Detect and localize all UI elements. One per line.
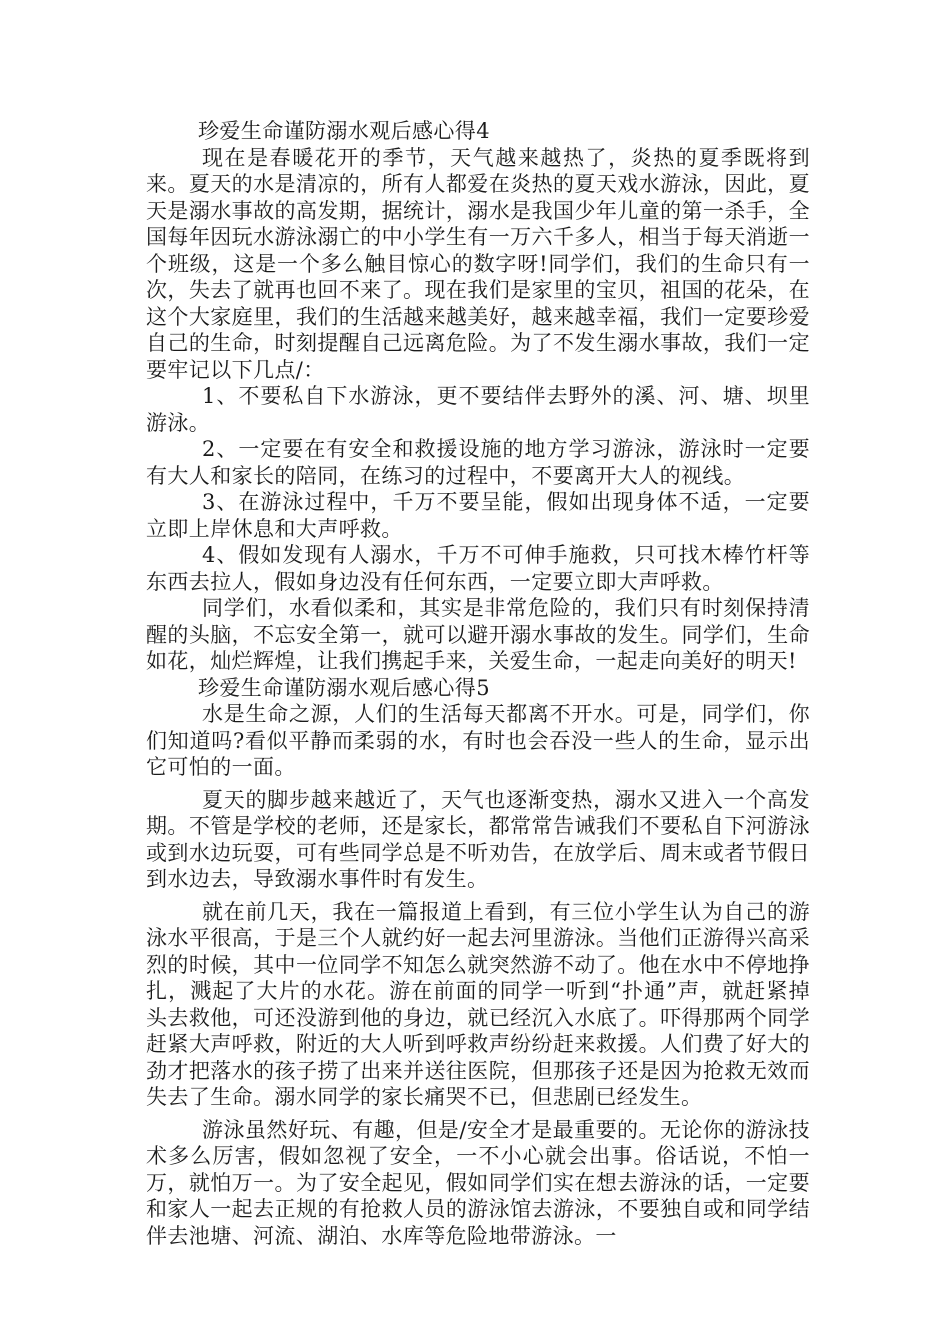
paragraph: 水是生命之源，人们的生活每天都离不开水。可是，同学们，你们知道吗?看似平静而柔弱的水，有时也会吞没一些人的生命，显示出它可怕的一面。: [146, 702, 810, 779]
paragraph: 2、一定要在有安全和救援设施的地方学习游泳，游泳时一定要有大人和家长的陪同，在练习的过程中，不要离开大人的视线。: [146, 437, 810, 488]
paragraph: 3、在游泳过程中，千万不要呈能，假如出现身体不适，一定要立即上岸休息和大声呼救。: [146, 490, 810, 541]
paragraph: 夏天的脚步越来越近了，天气也逐渐变热，溺水又进入一个高发期。不管是学校的老师，还是家长，都常常告诫我们不要私自下河游泳或到水边玩耍，可有些同学总是不听劝告，在放学后、周末或者节假日到水边去，导致溺水事件时有发生。: [146, 787, 810, 891]
section-title: 珍爱生命谨防溺水观后感心得5: [198, 675, 490, 700]
document-page: [146, 118, 810, 1249]
paragraph: 同学们，水看似柔和，其实是非常危险的，我们只有时刻保持清醒的头脑，不忘安全第一，就可以避开溺水事故的发生。同学们，生命如花，灿烂辉煌，让我们携起手来，关爱生命，一起走向美好的明天!: [146, 596, 810, 673]
section-title: 珍爱生命谨防溺水观后感心得4: [198, 119, 490, 143]
paragraph: 现在是春暖花开的季节，天气越来越热了，炎热的夏季既将到来。夏天的水是清凉的，所有人都爱在炎热的夏天戏水游泳，因此，夏天是溺水事故的高发期，据统计，溺水是我国少年儿童的第一杀手，全国每年因玩水游泳溺亡的中小学生有一万六千多人，相当于每天消逝一个班级，这是一个多么触目惊心的数字呀!同学们，我们的生命只有一次，失去了就再也回不来了。现在我们是家里的宝贝，祖国的花朵，在这个大家庭里，我们的生活越来越美好，越来越幸福，我们一定要珍爱自己的生命，时刻提醒自己远离危险。为了不发生溺水事故，我们一定要牢记以下几点/：: [146, 145, 810, 382]
paragraph: 4、假如发现有人溺水，千万不可伸手施救，只可找木棒竹杆等东西去拉人，假如身边没有任何东西，一定要立即大声呼救。: [146, 543, 810, 594]
paragraph: 游泳虽然好玩、有趣，但是/安全才是最重要的。无论你的游泳技术多么厉害，假如忽视了安全，一不小心就会出事。俗话说，不怕一万，就怕万一。为了安全起见，假如同学们实在想去游泳的话，一定要和家人一起去正规的有抢救人员的游泳馆去游泳，不要独自或和同学结伴去池塘、河流、湖泊、水库等危险地带游泳。一: [146, 1117, 810, 1248]
paragraph: 就在前几天，我在一篇报道上看到，有三位小学生认为自己的游泳水平很高，于是三个人就约好一起去河里游泳。当他们正游得兴高采烈的时候，其中一位同学不知怎么就突然游不动了。他在水中不停地挣扎，溅起了大片的水花。游在前面的同学一听到“扑通”声，就赶紧掉头去救他，可还没游到他的身边，就已经沉入水底了。吓得那两个同学赶紧大声呼救，附近的大人听到呼救声纷纷赶来救援。人们费了好大的劲才把落水的孩子捞了出来并送往医院，但那孩子还是因为抢救无效而失去了生命。溺水同学的家长痛哭不已，但悲剧已经发生。: [146, 899, 810, 1109]
paragraph: 1、不要私自下水游泳，更不要结伴去野外的溪、河、塘、坝里游泳。: [146, 384, 810, 435]
